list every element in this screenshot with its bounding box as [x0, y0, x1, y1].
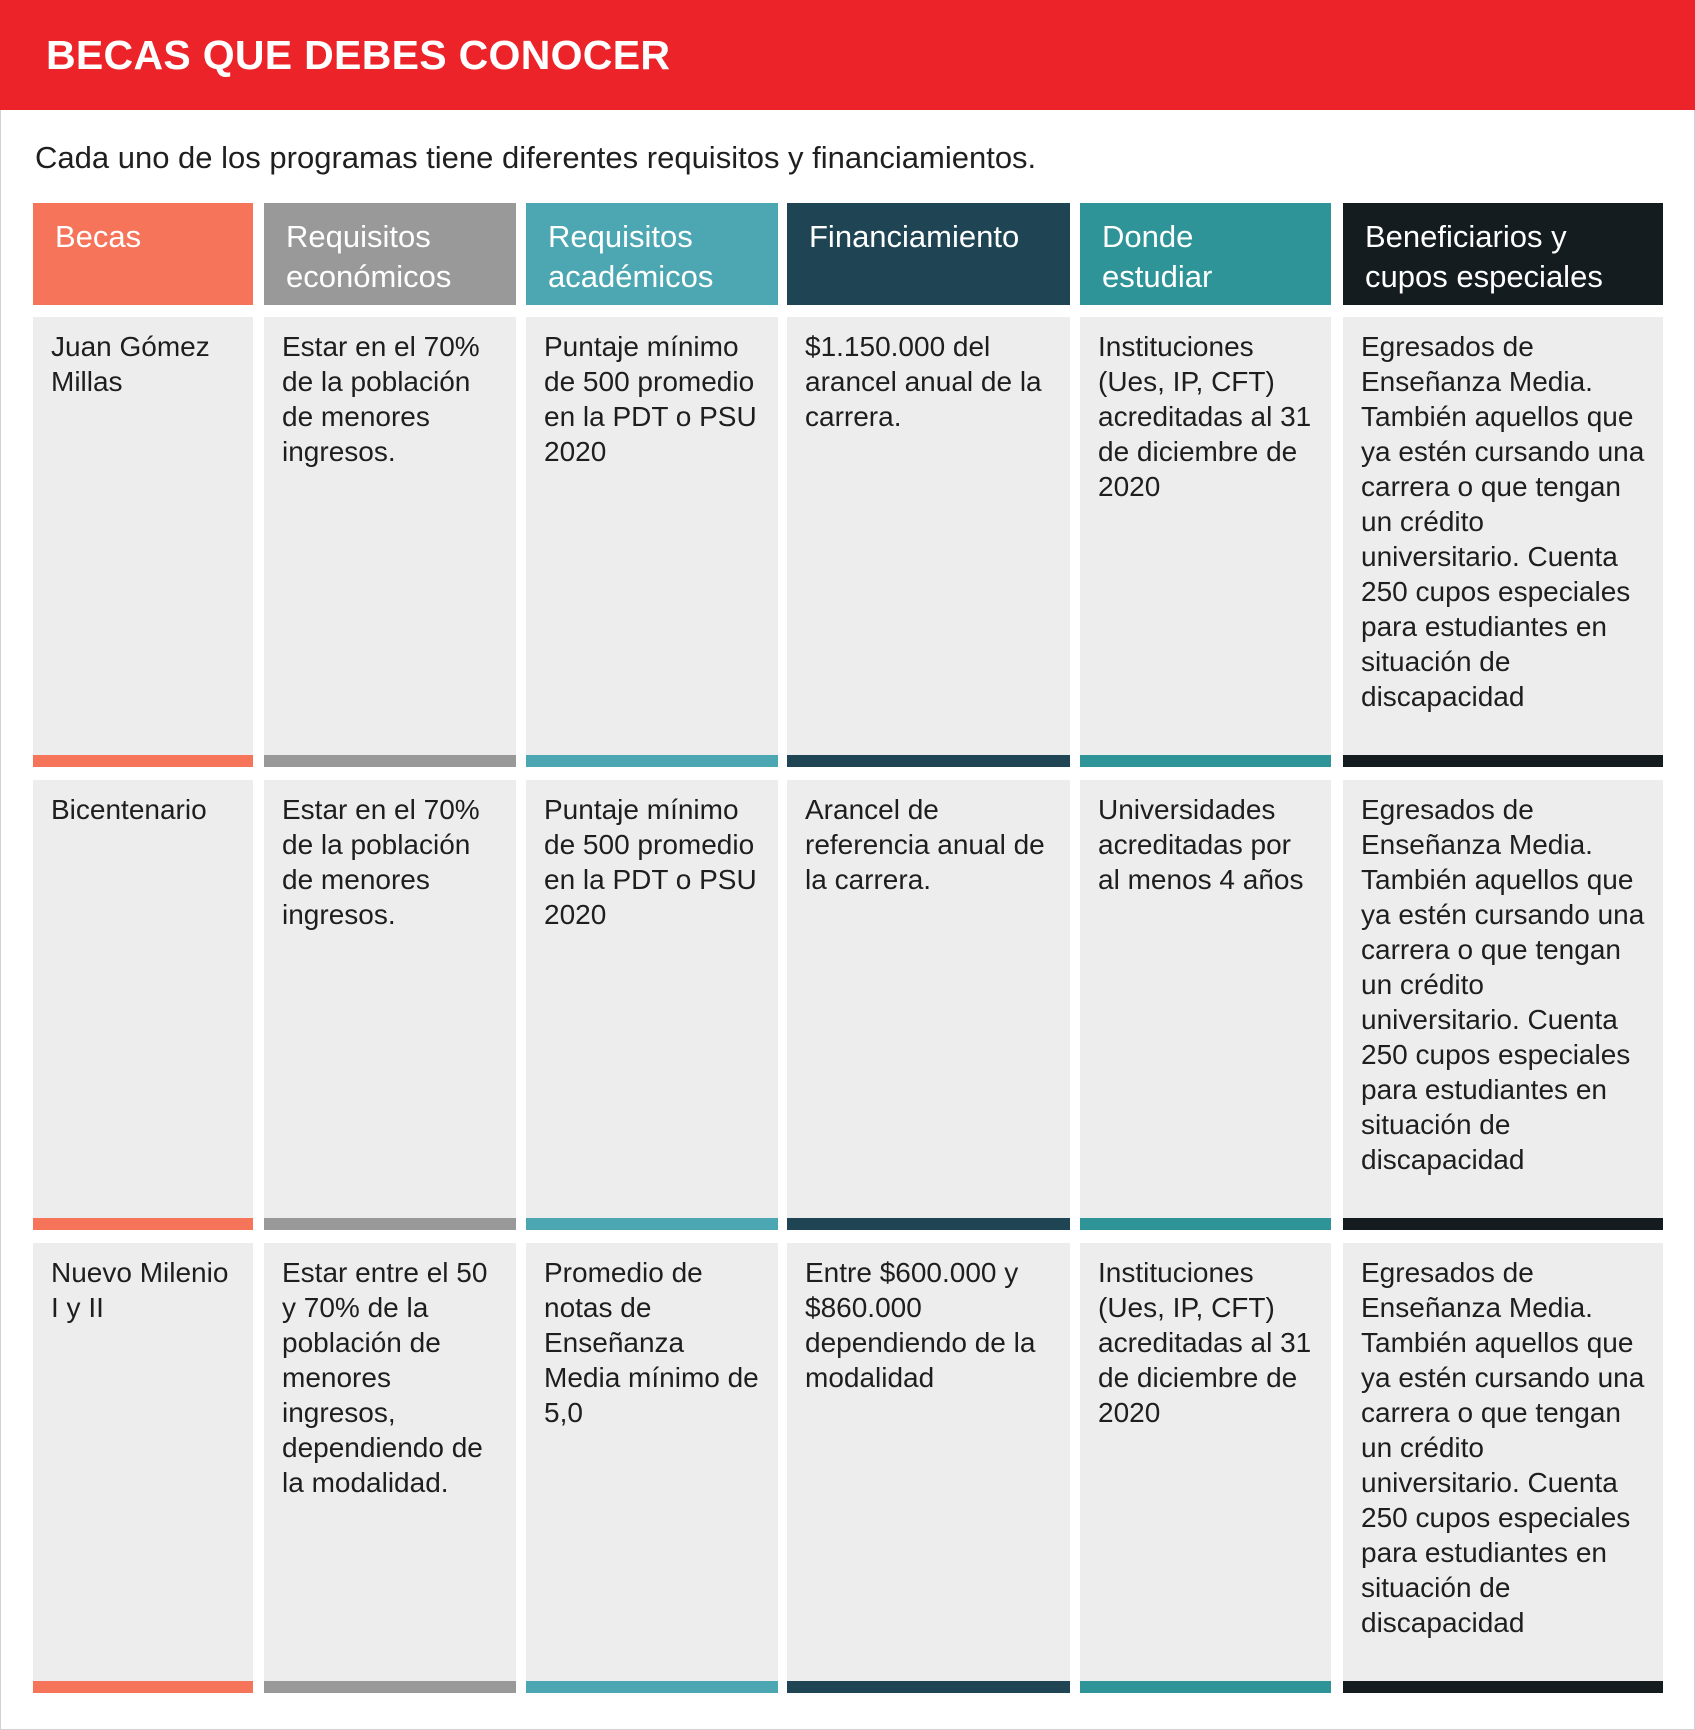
- cell-bicentenario-requisitos-academicos: Puntaje mínimo de 500 promedio en la PDT o PSU 2020: [526, 780, 778, 1218]
- accent-bar: [264, 1218, 516, 1230]
- accent-bar: [526, 1218, 778, 1230]
- title-banner: [0, 0, 1695, 110]
- cell-juan-gomez-millas-financiamiento: $1.150.000 del arancel anual de la carrera.: [787, 317, 1070, 755]
- accent-bar: [787, 1218, 1070, 1230]
- accent-bar: [1080, 755, 1331, 767]
- cell-juan-gomez-millas-beneficiarios: Egresados de Enseñanza Media. También aquellos que ya estén cursando una carrera o que tengan un crédito universitario. Cuenta 250 cupos especiales para estudiantes en situación de discapacidad: [1343, 317, 1663, 755]
- cell-bicentenario-donde-estudiar: Universidades acreditadas por al menos 4 años: [1080, 780, 1331, 1218]
- accent-bar: [526, 1681, 778, 1693]
- header-donde-estudiar: Donde estudiar: [1080, 203, 1331, 305]
- accent-bar: [787, 755, 1070, 767]
- accent-bar: [33, 1218, 253, 1230]
- cell-nuevo-milenio-requisitos-academicos: Promedio de notas de Enseñanza Media mínimo de 5,0: [526, 1243, 778, 1681]
- accent-bar: [1343, 755, 1663, 767]
- cell-juan-gomez-millas-requisitos-academicos: Puntaje mínimo de 500 promedio en la PDT o PSU 2020: [526, 317, 778, 755]
- accent-bar: [1080, 1681, 1331, 1693]
- header-requisitos-economicos: Requisitos económicos: [264, 203, 516, 305]
- accent-bar: [1343, 1681, 1663, 1693]
- accent-bar: [526, 755, 778, 767]
- header-beneficiarios: Beneficiarios y cupos especiales: [1343, 203, 1663, 305]
- accent-bar: [33, 755, 253, 767]
- accent-bar: [264, 1681, 516, 1693]
- subtitle: Cada uno de los programas tiene diferentes requisitos y financiamientos.: [35, 140, 1037, 175]
- cell-juan-gomez-millas-donde-estudiar: Instituciones (Ues, IP, CFT) acreditadas al 31 de diciembre de 2020: [1080, 317, 1331, 755]
- accent-bar: [33, 1681, 253, 1693]
- cell-bicentenario-becas: Bicentenario: [33, 780, 253, 1218]
- cell-bicentenario-financiamiento: Arancel de referencia anual de la carrera.: [787, 780, 1070, 1218]
- header-financiamiento: Financiamiento: [787, 203, 1070, 305]
- page-title: BECAS QUE DEBES CONOCER: [46, 32, 671, 78]
- cell-bicentenario-beneficiarios: Egresados de Enseñanza Media. También aquellos que ya estén cursando una carrera o que tengan un crédito universitario. Cuenta 250 cupos especiales para estudiantes en situación de discapacidad: [1343, 780, 1663, 1218]
- cell-bicentenario-requisitos-economicos: Estar en el 70% de la población de menores ingresos.: [264, 780, 516, 1218]
- cell-nuevo-milenio-financiamiento: Entre $600.000 y $860.000 dependiendo de la modalidad: [787, 1243, 1070, 1681]
- accent-bar: [264, 755, 516, 767]
- accent-bar: [787, 1681, 1070, 1693]
- accent-bar: [1080, 1218, 1331, 1230]
- header-requisitos-academicos: Requisitos académicos: [526, 203, 778, 305]
- cell-juan-gomez-millas-requisitos-economicos: Estar en el 70% de la población de menores ingresos.: [264, 317, 516, 755]
- header-becas: Becas: [33, 203, 253, 305]
- cell-nuevo-milenio-requisitos-economicos: Estar entre el 50 y 70% de la población de menores ingresos, dependiendo de la modalidad.: [264, 1243, 516, 1681]
- cell-nuevo-milenio-donde-estudiar: Instituciones (Ues, IP, CFT) acreditadas al 31 de diciembre de 2020: [1080, 1243, 1331, 1681]
- cell-juan-gomez-millas-becas: Juan Gómez Millas: [33, 317, 253, 755]
- cell-nuevo-milenio-becas: Nuevo Milenio I y II: [33, 1243, 253, 1681]
- accent-bar: [1343, 1218, 1663, 1230]
- cell-nuevo-milenio-beneficiarios: Egresados de Enseñanza Media. También aquellos que ya estén cursando una carrera o que tengan un crédito universitario. Cuenta 250 cupos especiales para estudiantes en situación de discapacidad: [1343, 1243, 1663, 1681]
